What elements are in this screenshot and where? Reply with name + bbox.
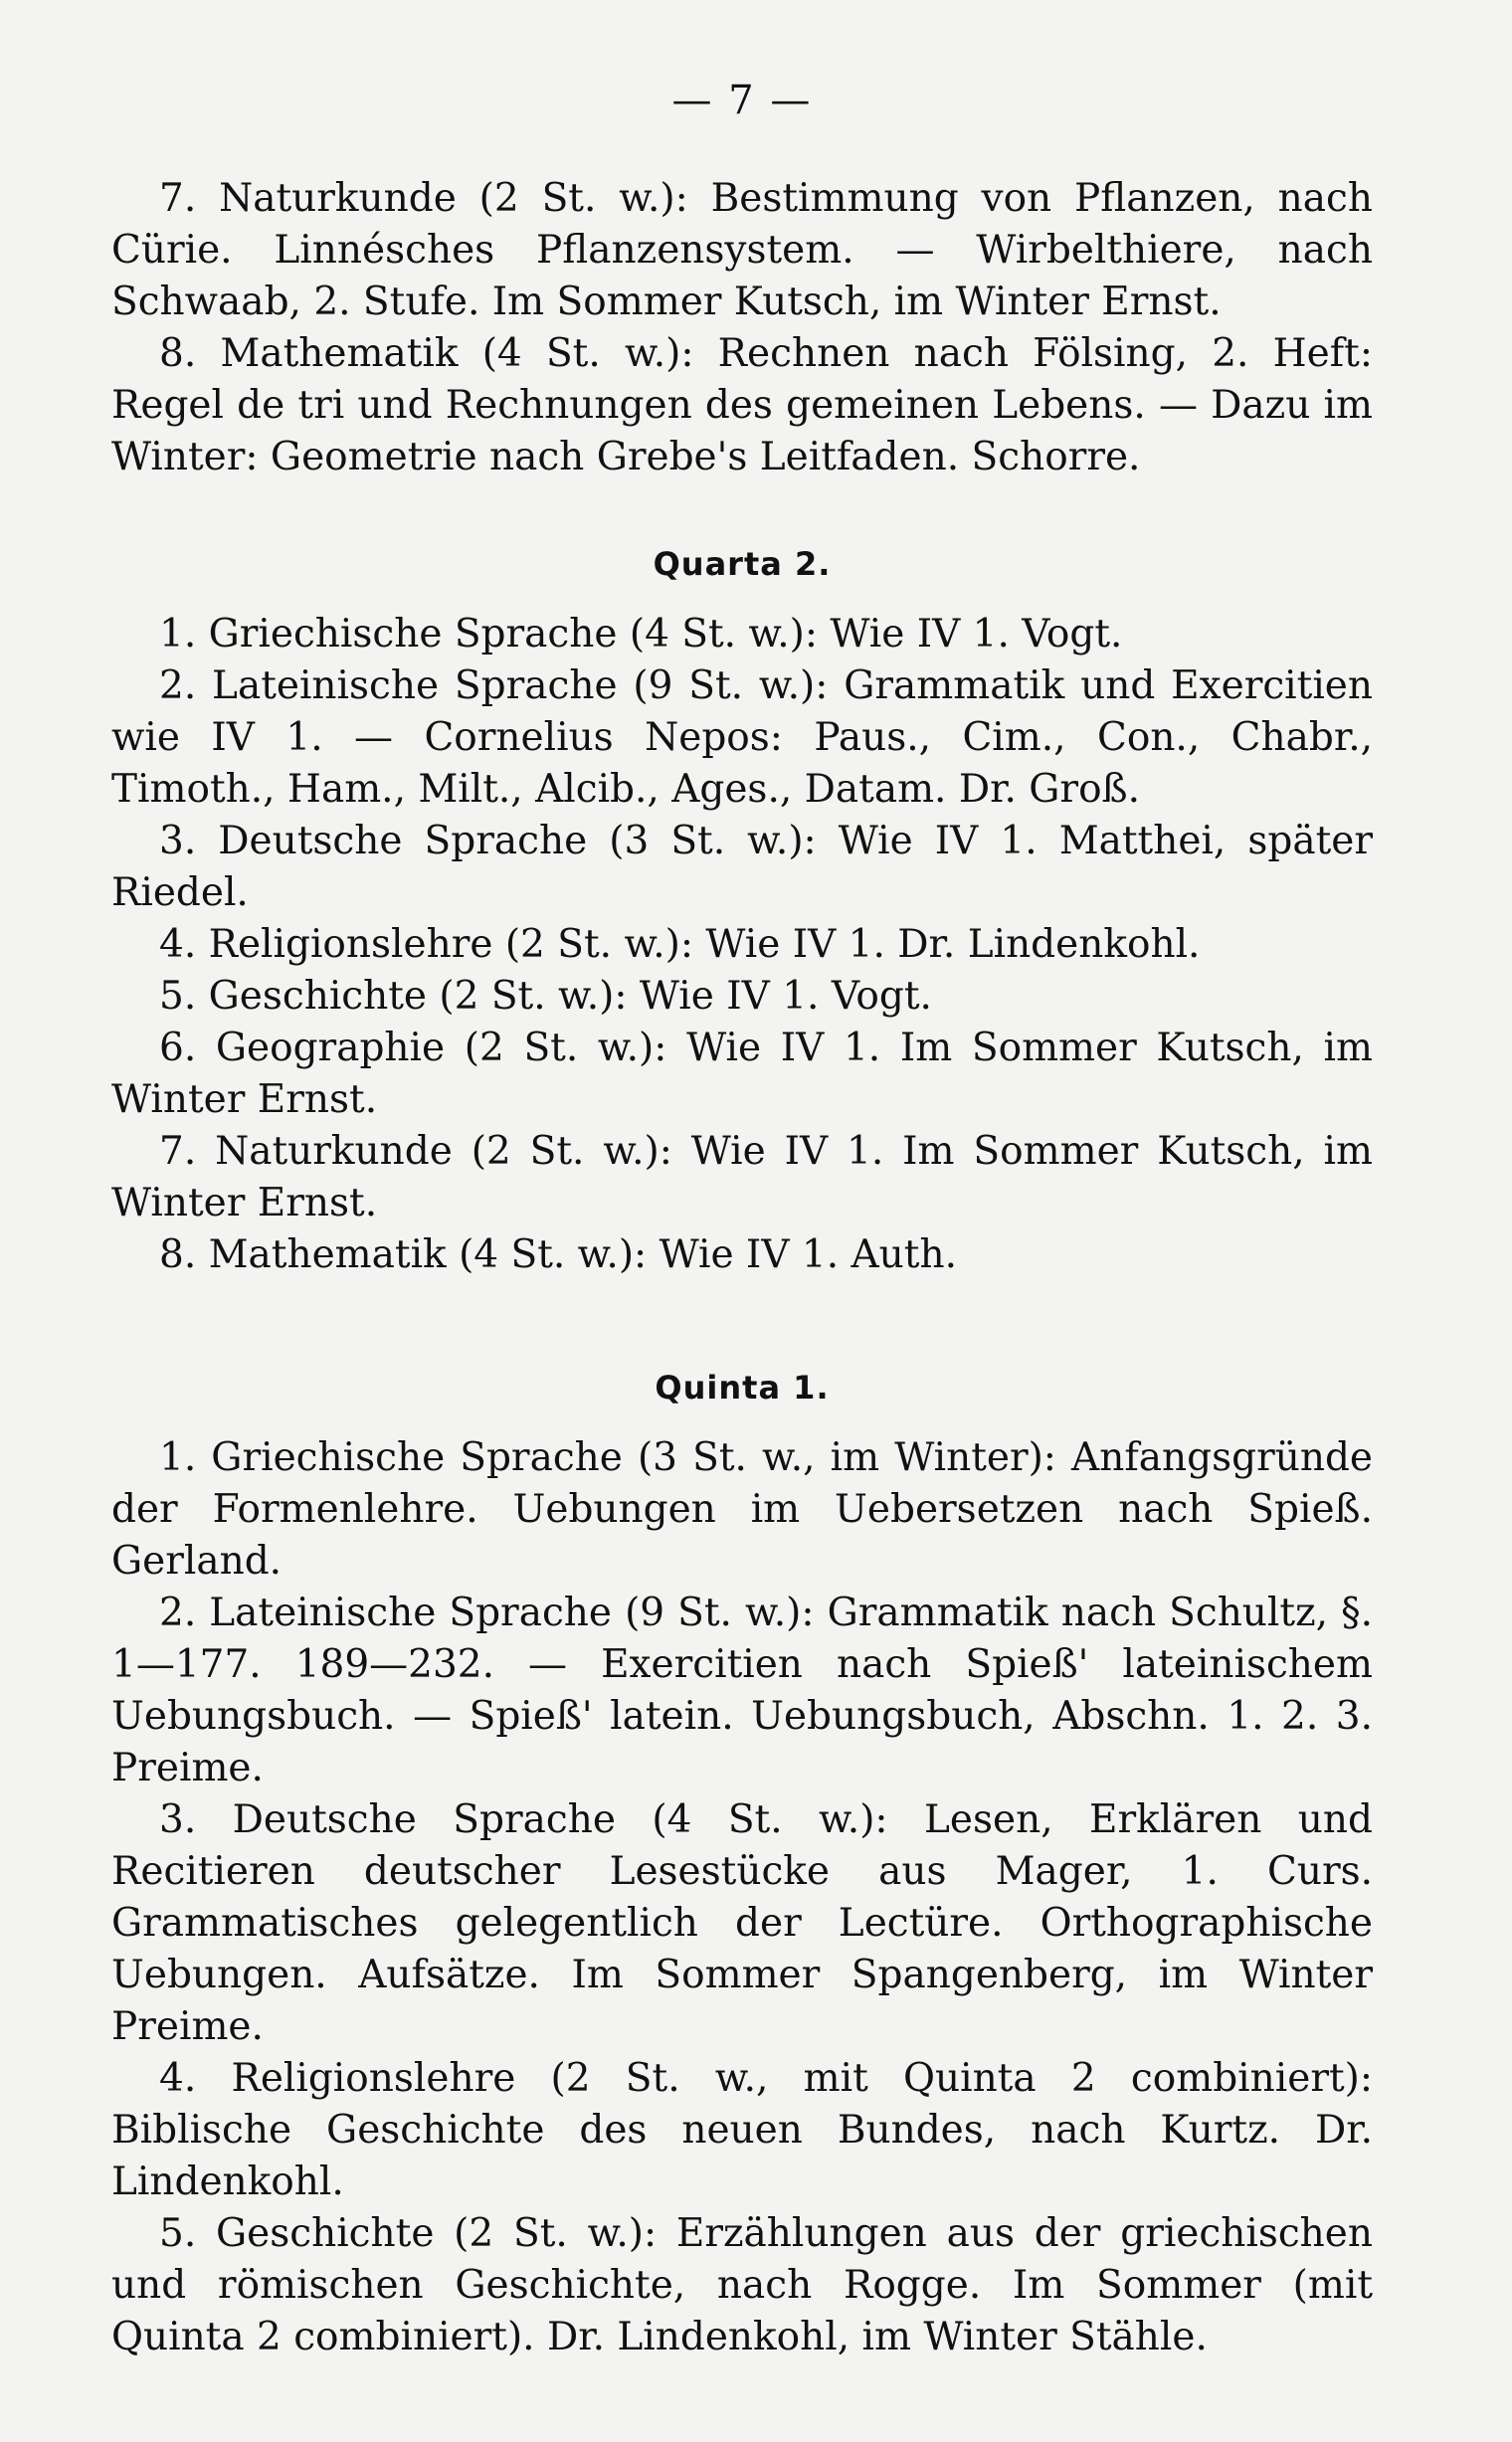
list-item: 8. Mathematik (4 St. w.): Rechnen nach Fölsing, 2. Heft: Regel de tri und Rechnungen des gemeinen Lebens. — Dazu im Winter: Geometrie nach Grebe's Leitfaden. Schorre. xyxy=(111,331,1373,479)
section-heading-quarta-2: Quarta 2. xyxy=(653,545,832,583)
list-item: 7. Naturkunde (2 St. w.): Bestimmung von Pflanzen, nach Cürie. Linnésches Pflanzensystem. — Wirbelthiere, nach Schwaab, 2. Stufe. Im Sommer Kutsch, im Winter Ernst. xyxy=(111,176,1373,324)
previous-class-section xyxy=(111,173,1373,483)
list-item: 5. Geschichte (2 St. w.): Erzählungen aus der griechischen und römischen Geschichte, nach Rogge. Im Sommer (mit Quinta 2 combiniert). Dr. Lindenkohl, im Winter Stähle. xyxy=(111,2211,1373,2359)
list-item: 2. Lateinische Sprache (9 St. w.): Grammatik und Exercitien wie IV 1. — Cornelius Nepos: Paus., Cim., Con., Chabr., Timoth., Ham., Milt., Alcib., Ages., Datam. Dr. Groß. xyxy=(111,663,1373,812)
list-item: 3. Deutsche Sprache (4 St. w.): Lesen, Erklären und Recitieren deutscher Lesestücke aus Mager, 1. Curs. Grammatisches gelegentlich der Lectüre. Orthographische Uebungen. Aufsätze. Im Sommer Spangenberg, im Winter Preime. xyxy=(111,1797,1373,2049)
list-item: 7. Naturkunde (2 St. w.): Wie IV 1. Im Sommer Kutsch, im Winter Ernst. xyxy=(111,1129,1373,1225)
list-item: 1. Griechische Sprache (4 St. w.): Wie IV 1. Vogt. xyxy=(159,612,1123,657)
list-item: 1. Griechische Sprache (3 St. w., im Winter): Anfangsgründe der Formenlehre. Uebungen im Uebersetzen nach Spieß. Gerland. xyxy=(111,1435,1373,1584)
section-heading-quinta-1: Quinta 1. xyxy=(655,1369,830,1407)
list-item: 5. Geschichte (2 St. w.): Wie IV 1. Vogt. xyxy=(159,974,932,1019)
quinta-1-section xyxy=(111,1369,1373,2363)
list-item: 4. Religionslehre (2 St. w., mit Quinta 2 combiniert): Biblische Geschichte des neuen Bundes, nach Kurtz. Dr. Lindenkohl. xyxy=(111,2056,1373,2204)
list-item: 2. Lateinische Sprache (9 St. w.): Grammatik nach Schultz, §. 1—177. 189—232. — Exercitien nach Spieß' lateinischem Uebungsbuch. — Spieß' latein. Uebungsbuch, Abschn. 1. 2. 3. Preime. xyxy=(111,1591,1373,1790)
quarta-2-section xyxy=(111,545,1373,1281)
list-item: 6. Geographie (2 St. w.): Wie IV 1. Im Sommer Kutsch, im Winter Ernst. xyxy=(111,1026,1373,1122)
list-item: 3. Deutsche Sprache (3 St. w.): Wie IV 1. Matthei, später Riedel. xyxy=(111,819,1373,915)
page-number: — 7 — xyxy=(671,78,813,123)
list-item: 8. Mathematik (4 St. w.): Wie IV 1. Auth. xyxy=(159,1232,957,1277)
list-item: 4. Religionslehre (2 St. w.): Wie IV 1. Dr. Lindenkohl. xyxy=(159,922,1201,967)
